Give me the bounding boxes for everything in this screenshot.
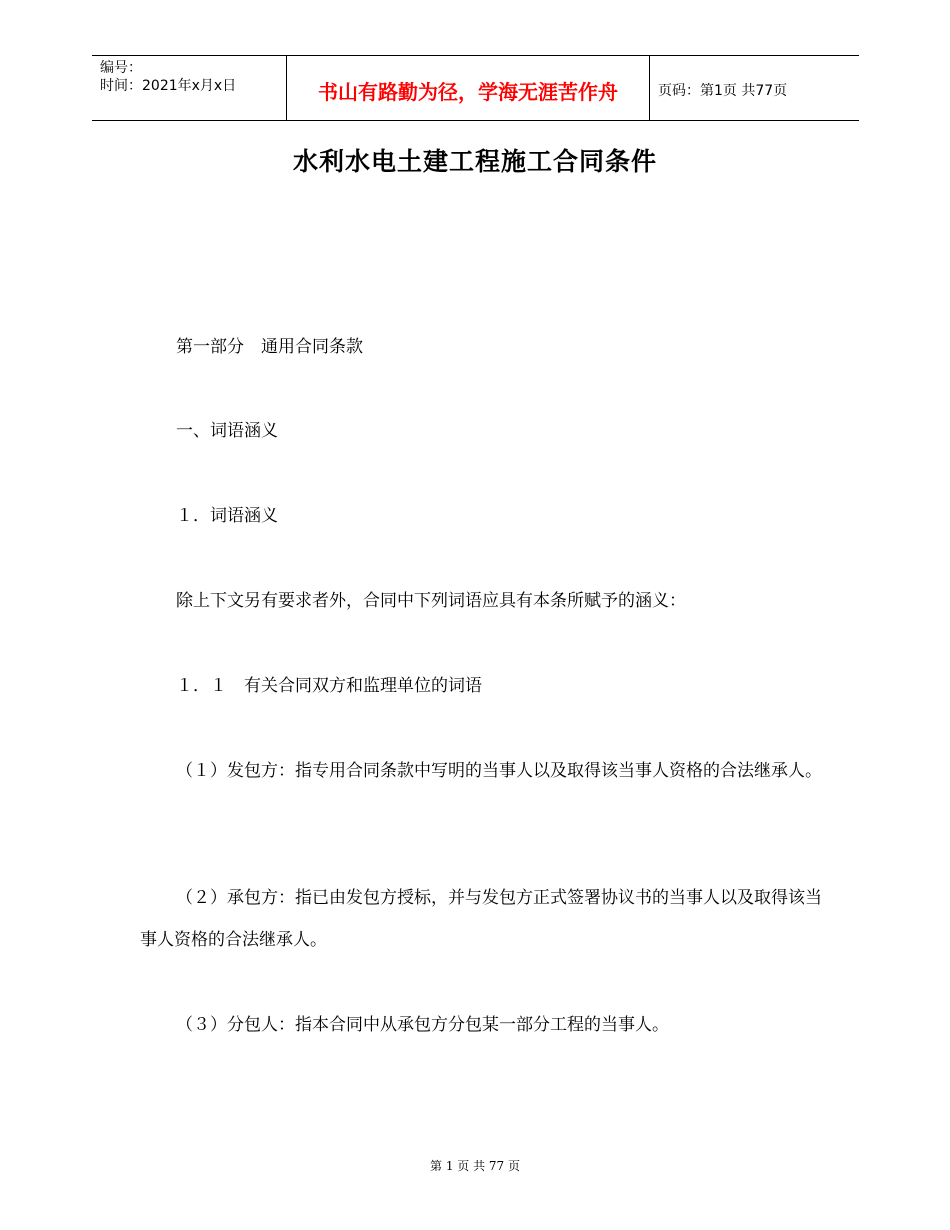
definition-item: （３）分包人：指本合同中从承包方分包某一部分工程的当事人。 [176,1015,669,1035]
number-label: 编号： [100,60,142,76]
motto-text: 书山有路勤为径，学海无涯苦作舟 [318,79,618,104]
header-meta-cell [92,56,287,120]
document-title: 水利水电土建工程施工合同条件 [292,147,657,176]
page-info-text: 页码：第1页 共77页 [658,83,788,99]
motto-cell [287,56,650,120]
page-header [92,55,859,121]
clause-heading: １．１ 有关合同双方和监理单位的词语 [176,676,482,696]
definition-item: （１）发包方：指专用合同条款中写明的当事人以及取得该当事人资格的合法继承人。 [176,761,822,781]
part-heading: 第一部分 通用合同条款 [176,337,363,357]
subsection-heading: １．词语涵义 [176,506,278,526]
definition-item: （２）承包方：指已由发包方授标，并与发包方正式签署协议书的当事人以及取得该当事人资格的合法继承人。 [140,888,822,950]
time-label: 时间：2021年x月x日 [100,78,237,94]
section-heading: 一、词语涵义 [176,421,278,441]
page-footer: 第 1 页 共 77 页 [430,1159,520,1173]
page-info-cell [650,56,859,120]
intro-paragraph: 除上下文另有要求者外，合同中下列词语应具有本条所赋予的涵义： [176,591,686,611]
